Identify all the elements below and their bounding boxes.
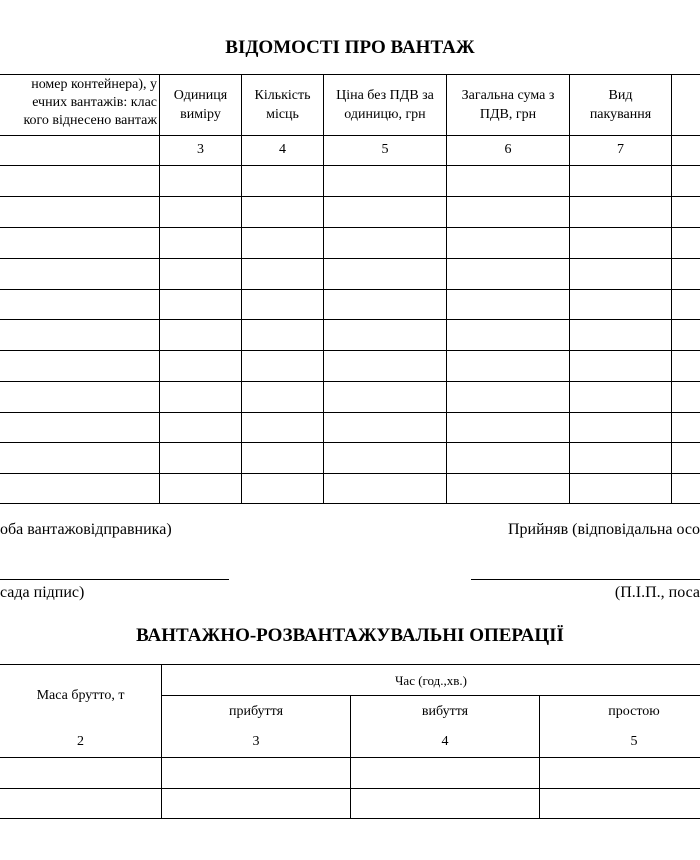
section-operations-title: ВАНТАЖНО-РОЗВАНТАЖУВАЛЬНІ ОПЕРАЦІЇ: [136, 625, 564, 646]
header-downtime: простою: [608, 704, 660, 719]
header-departure: вибуття: [421, 704, 469, 719]
header-price: Ціна без ПДВ за одиницю, грн: [336, 88, 434, 122]
header-arrival: прибуття: [228, 704, 284, 719]
shipper-signature-label: оба вантажовідправника): [0, 521, 172, 538]
column-number: 7: [617, 142, 624, 157]
shipper-signature-line: [0, 579, 229, 580]
section-cargo-title: ВІДОМОСТІ ПРО ВАНТАЖ: [225, 37, 475, 58]
column-number: 4: [441, 734, 449, 749]
header-total: Загальна сума з ПДВ, грн: [461, 88, 555, 122]
shipper-signature-caption: сада підпис): [0, 584, 85, 601]
header-places: Кількість місць: [254, 88, 311, 122]
header-description-line-3: кого віднесено вантаж: [23, 113, 157, 128]
header-description-line-1: номер контейнера), у: [31, 77, 157, 92]
column-number: 5: [630, 734, 638, 749]
receiver-signature-line: [471, 579, 700, 580]
column-number: 3: [252, 734, 260, 749]
column-number: 6: [504, 142, 512, 157]
column-number: 4: [279, 142, 286, 157]
header-packaging: Вид пакування: [589, 88, 652, 122]
header-gross-mass: Маса брутто, т: [36, 687, 125, 703]
header-unit: Одиниця виміру: [173, 88, 228, 122]
column-number: 5: [381, 142, 389, 157]
header-description: [0, 76, 157, 134]
receiver-signature-caption: (П.І.П., поса: [614, 584, 700, 601]
receiver-signature-label: Прийняв (відповідальна осо: [507, 521, 700, 538]
column-number: 3: [197, 142, 204, 157]
header-time-group: Час (год.,хв.): [394, 672, 468, 688]
header-description-line-2: ечних вантажів: клас: [32, 95, 157, 110]
column-number: 2: [77, 734, 84, 749]
